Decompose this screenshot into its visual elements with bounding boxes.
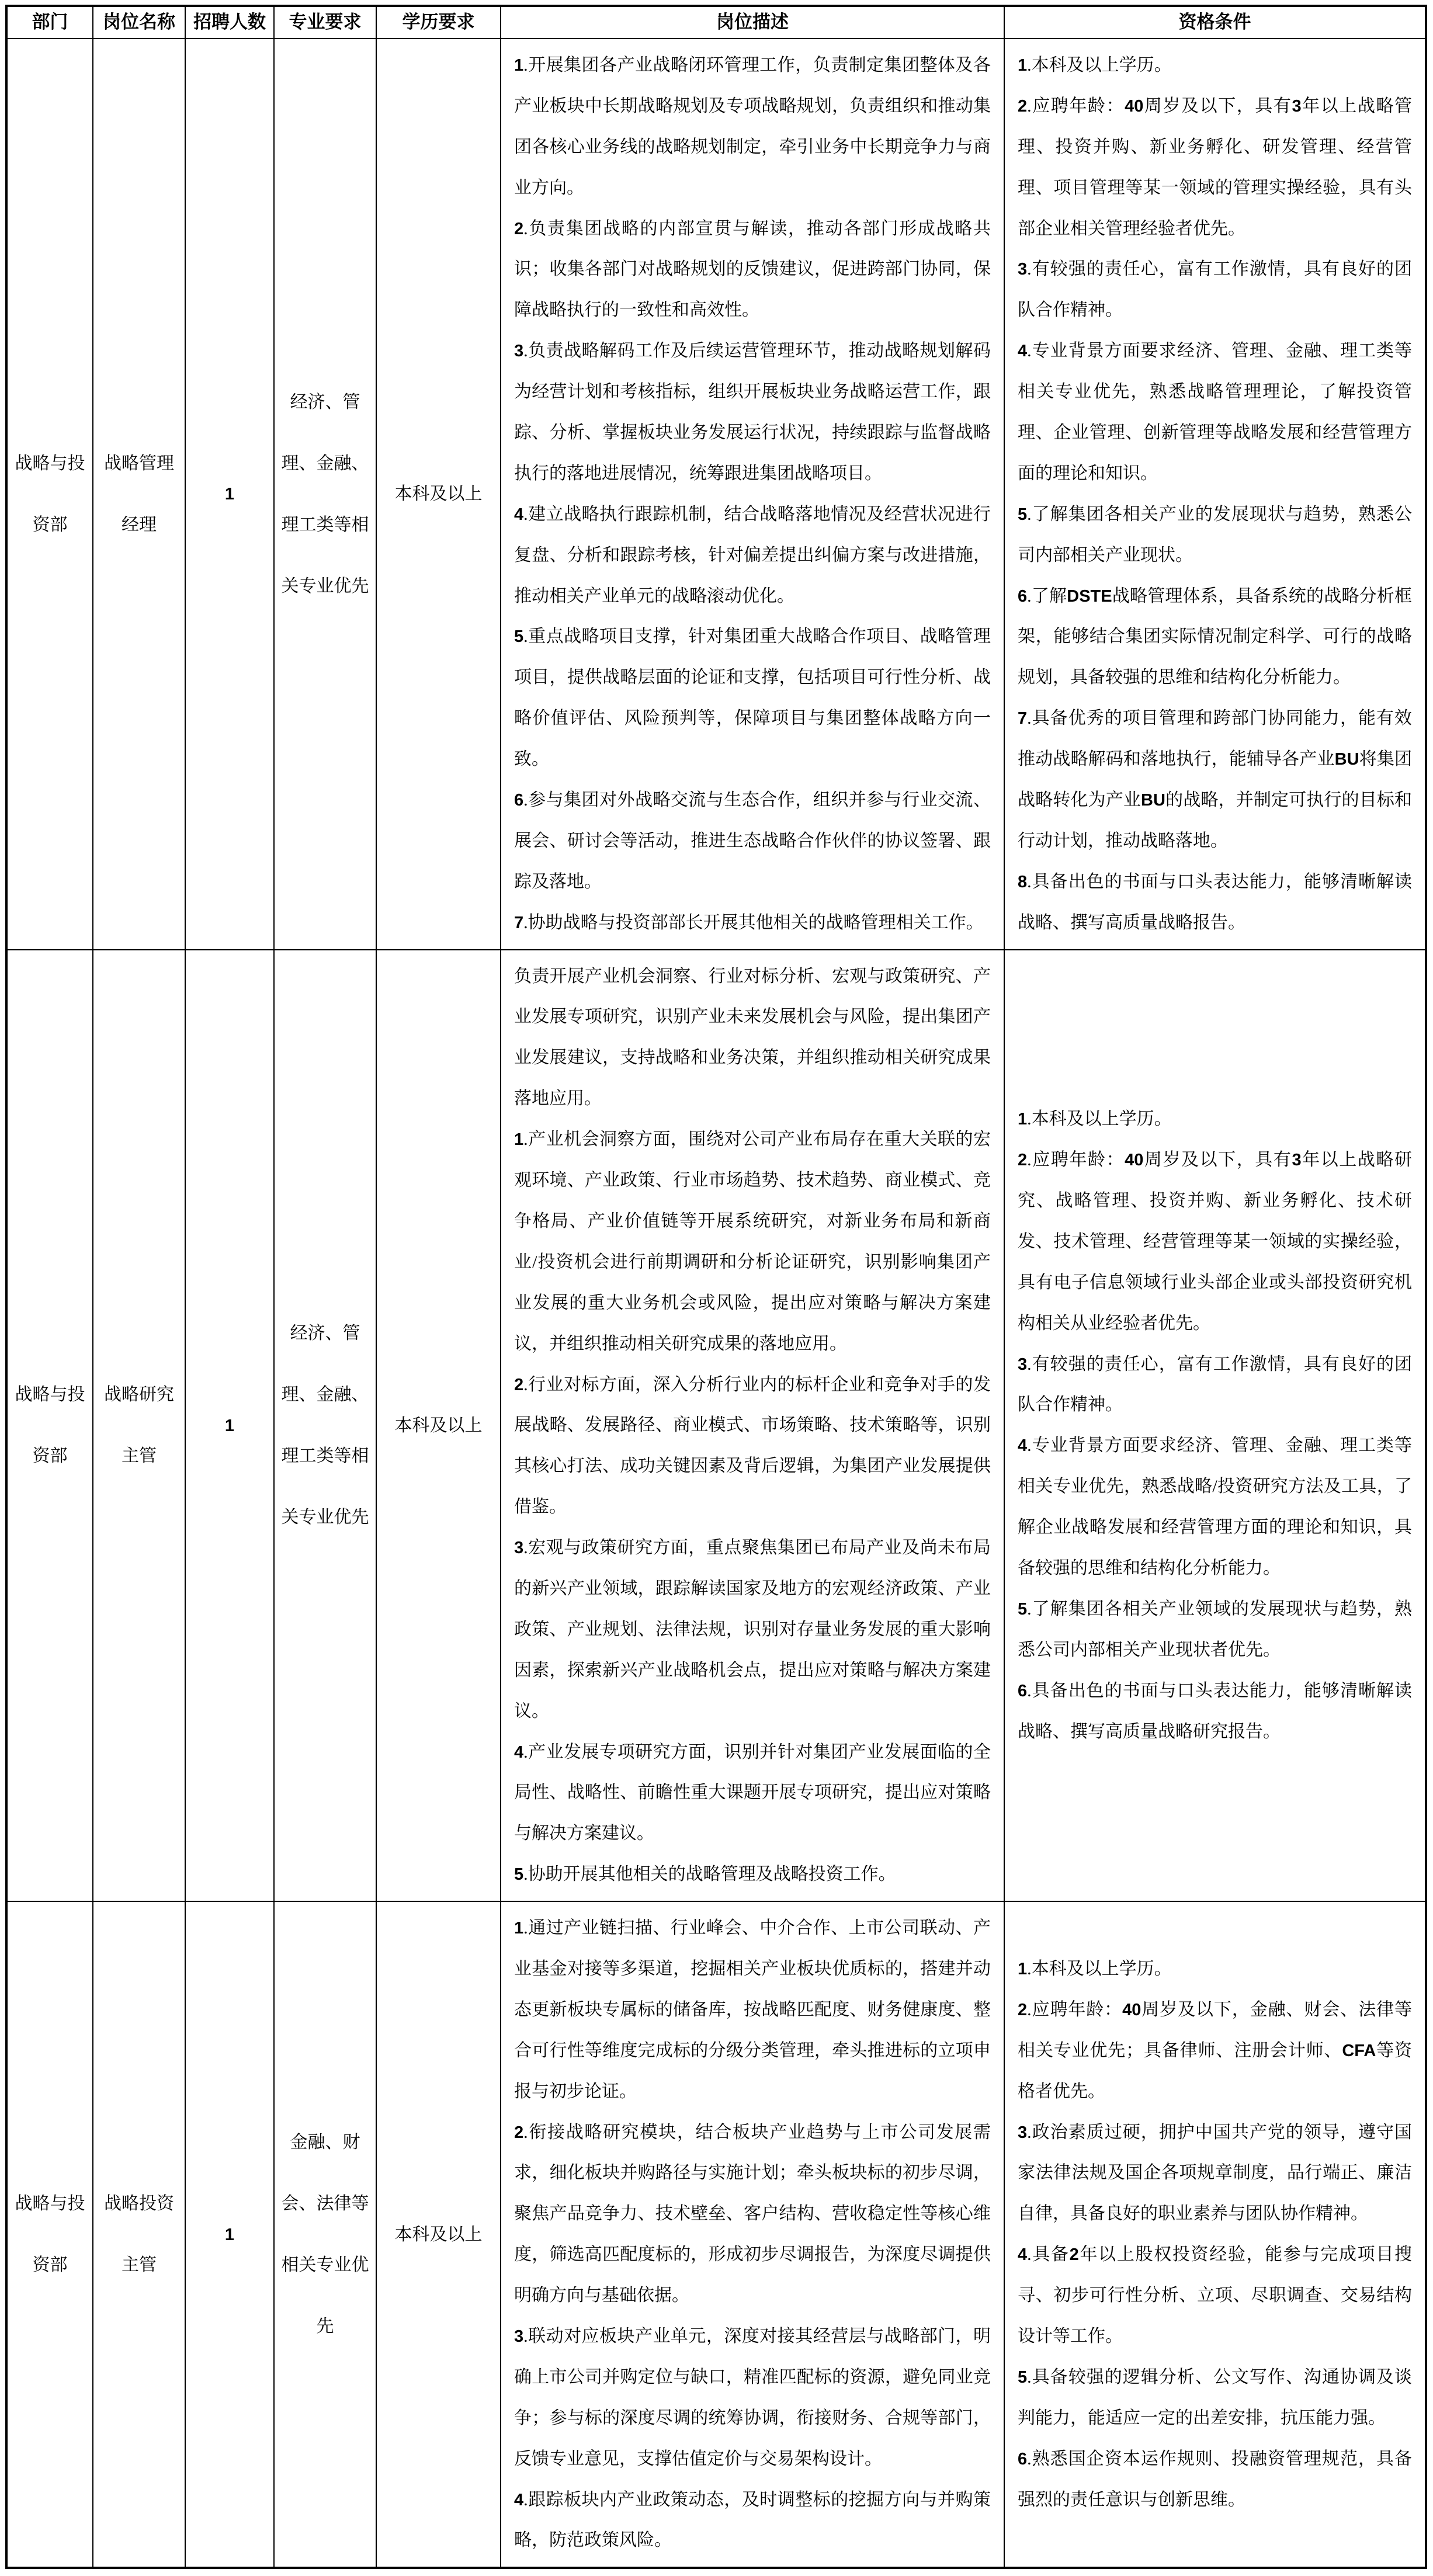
latin-text: 3 — [514, 1539, 524, 1558]
cell-headcount — [185, 950, 274, 1901]
latin-text: 4 — [514, 1742, 524, 1762]
paragraph: 3.负责战略解码工作及后续运营管理环节，推动战略规划解码为经营计划和考核指标，组织开展板块业务战略运营工作，跟踪、分析、掌握板块业务发展运行状况，持续跟踪与监督战略执行的落地进展情况，统筹跟进集团战略项目。 — [514, 341, 991, 483]
paragraph: 4.建立战略执行跟踪机制，结合战略落地情况及经营状况进行复盘、分析和跟踪考核，针对偏差提出纠偏方案与改进措施，推动相关产业单元的战略滚动优化。 — [514, 504, 991, 606]
cell-headcount — [185, 1901, 274, 2568]
paragraph: 2.衔接战略研究模块，结合板块产业趋势与上市公司发展需求，细化板块并购路径与实施计划；牵头板块标的初步尽调，聚焦产品竞争力、技术壁垒、客户结构、营收稳定性等核心维度，筛选高匹配度标的，形成初步尽调报告，为深度尽调提供明确方向与基础依据。 — [514, 2122, 991, 2306]
paragraph: 6.具备出色的书面与口头表达能力，能够清晰解读战略、撰写高质量战略研究报告。 — [1018, 1681, 1412, 1741]
latin-text: 5 — [514, 627, 524, 647]
header-headcount: 招聘人数 — [185, 6, 274, 39]
latin-text: 8 — [1018, 872, 1028, 891]
latin-text: 6 — [1018, 586, 1028, 606]
paragraph: 2.应聘年龄：40周岁及以下，金融、财会、法律等相关专业优先；具备律师、注册会计师、CFA等资格者优先。 — [1018, 1999, 1413, 2101]
paragraph: 1.本科及以上学历。 — [1018, 55, 1172, 75]
latin-text: 4 — [1018, 2245, 1028, 2265]
latin-text: 2 — [514, 1375, 524, 1394]
paragraph: 8.具备出色的书面与口头表达能力，能够清晰解读战略、撰写高质量战略报告。 — [1018, 872, 1412, 932]
cell-education: 本科及以上 — [376, 1901, 501, 2568]
paragraph: 2.负责集团战略的内部宣贯与解读，推动各部门形成战略共识；收集各部门对战略规划的反馈建议，促进跨部门协同，保障战略执行的一致性和高效性。 — [514, 218, 991, 320]
paragraph: 2.行业对标方面，深入分析行业内的标杆企业和竞争对手的发展战略、发展路径、商业模式、市场策略、技术策略等，识别其核心打法、成功关键因素及背后逻辑，为集团产业发展提供借鉴。 — [514, 1374, 991, 1517]
latin-text: 2 — [1018, 2000, 1028, 2019]
paragraph: 6.了解DSTE战略管理体系，具备系统的战略分析框架，能够结合集团实际情况制定科学、可行的战略规划，具备较强的思维和结构化分析能力。 — [1018, 586, 1413, 688]
header-education: 学历要求 — [376, 6, 501, 39]
cell-qualifications — [1004, 39, 1426, 950]
latin-text: 5 — [1018, 1599, 1028, 1619]
paragraph: 4.专业背景方面要求经济、管理、金融、理工类等相关专业优先，熟悉战略/投资研究方法及工具，了解企业战略发展和经营管理方面的理论和知识，具备较强的思维和结构化分析能力。 — [1018, 1436, 1412, 1578]
paragraph: 6.熟悉国企资本运作规则、投融资管理规范，具备强烈的责任意识与创新思维。 — [1018, 2449, 1412, 2509]
latin-text: 2 — [1069, 2245, 1079, 2265]
latin-text: 40 — [1122, 2000, 1141, 2019]
latin-text: BU — [1141, 791, 1165, 810]
paragraph: 2.应聘年龄：40周岁及以下，具有3年以上战略管理、投资并购、新业务孵化、研发管理、经营管理、项目管理等某一领域的管理实操经验，具有头部企业相关管理经验者优先。 — [1018, 96, 1413, 238]
latin-text: 1 — [1018, 1110, 1028, 1129]
latin-text: 1 — [514, 1130, 524, 1150]
latin-text: 1 — [224, 1416, 235, 1435]
cell-description — [501, 39, 1004, 950]
paragraph: 3.宏观与政策研究方面，重点聚焦集团已布局产业及尚未布局的新兴产业领域，跟踪解读国家及地方的宏观经济政策、产业政策、产业规划、法律法规，识别对存量业务发展的重大影响因素，探索新兴产业战略机会点，提出应对策略与解决方案建议。 — [514, 1538, 991, 1721]
latin-text: 3 — [1018, 260, 1028, 279]
latin-text: 5 — [1018, 2367, 1028, 2387]
cell-education: 本科及以上 — [376, 950, 501, 1901]
latin-text: 7 — [514, 913, 524, 932]
cell-qualifications — [1004, 1901, 1426, 2568]
latin-text: 2 — [1018, 96, 1028, 116]
latin-text: 4 — [1018, 1436, 1028, 1456]
cell-description — [501, 1901, 1004, 2568]
header-major: 专业要求 — [274, 6, 376, 39]
latin-text: 1 — [224, 2225, 235, 2244]
paragraph: 4.具备2年以上股权投资经验，能参与完成项目搜寻、初步可行性分析、立项、尽职调查、交易结构设计等工作。 — [1018, 2245, 1412, 2346]
latin-text: 2 — [514, 219, 524, 238]
latin-text: BU — [1334, 750, 1359, 769]
latin-text: 3 — [1292, 1151, 1302, 1170]
cell-position: 战略投资主管 — [93, 1901, 185, 2568]
latin-text: 7 — [1018, 709, 1028, 728]
latin-text: 6 — [1018, 2449, 1028, 2469]
latin-text: 5 — [1018, 505, 1028, 524]
paragraph: 3.有较强的责任心，富有工作激情，具有良好的团队合作精神。 — [1018, 1354, 1412, 1415]
paragraph: 5.了解集团各相关产业领域的发展现状与趋势，熟悉公司内部相关产业现状者优先。 — [1018, 1599, 1412, 1660]
paragraph: 负责开展产业机会洞察、行业对标分析、宏观与政策研究、产业发展专项研究，识别产业未来发展机会与风险，提出集团产业发展建议，支持战略和业务决策，并组织推动相关研究成果落地应用。 — [514, 966, 991, 1109]
latin-text: 1 — [514, 1919, 524, 1938]
latin-text: CFA — [1342, 2041, 1376, 2060]
cell-department: 战略与投资部 — [6, 1901, 93, 2568]
cell-major: 经济、管理、金融、理工类等相关专业优先 — [274, 39, 376, 950]
paragraph: 5.协助开展其他相关的战略管理及战略投资工作。 — [514, 1865, 896, 1884]
header-description: 岗位描述 — [501, 6, 1004, 39]
latin-text: DSTE — [1067, 586, 1112, 606]
table-header — [6, 6, 1426, 39]
header-row — [6, 6, 1426, 39]
table-body — [6, 39, 1426, 2568]
cell-description — [501, 950, 1004, 1901]
latin-text: 2 — [1018, 1151, 1028, 1170]
paragraph: 6.参与集团对外战略交流与生态合作，组织并参与行业交流、展会、研讨会等活动，推进生态战略合作伙伴的协议签署、跟踪及落地。 — [514, 790, 991, 891]
header-qualifications: 资格条件 — [1004, 6, 1426, 39]
job-postings-table — [5, 5, 1427, 2569]
paragraph: 1.本科及以上学历。 — [1018, 1959, 1172, 1978]
table-row — [6, 39, 1426, 950]
cell-headcount — [185, 39, 274, 950]
paragraph: 1.本科及以上学历。 — [1018, 1109, 1172, 1129]
cell-major: 经济、管理、金融、理工类等相关专业优先 — [274, 950, 376, 1901]
cell-department: 战略与投资部 — [6, 950, 93, 1901]
latin-text: 3 — [1018, 2123, 1028, 2142]
paragraph: 2.应聘年龄：40周岁及以下，具有3年以上战略研究、战略管理、投资并购、新业务孵化、技术研发、技术管理、经营管理等某一领域的实操经验，具有电子信息领域行业头部企业或头部投资研究机构相关从业经验者优先。 — [1018, 1150, 1413, 1333]
paragraph: 7.协助战略与投资部部长开展其他相关的战略管理相关工作。 — [514, 912, 984, 932]
latin-text: 4 — [1018, 342, 1028, 361]
header-department: 部门 — [6, 6, 93, 39]
paragraph: 5.具备较强的逻辑分析、公文写作、沟通协调及谈判能力，能适应一定的出差安排，抗压能力强。 — [1018, 2367, 1412, 2428]
latin-text: 5 — [514, 1865, 524, 1884]
paragraph: 1.通过产业链扫描、行业峰会、中介合作、上市公司联动、产业基金对接等多渠道，挖掘相关产业板块优质标的，搭建并动态更新板块专属标的储备库，按战略匹配度、财务健康度、整合可行性等维度完成标的分级分类管理，牵头推进标的立项申报与初步论证。 — [514, 1918, 991, 2101]
latin-text: 3 — [1292, 96, 1302, 116]
latin-text: 4 — [514, 505, 524, 524]
paragraph: 4.跟踪板块内产业政策动态，及时调整标的挖掘方向与并购策略，防范政策风险。 — [514, 2490, 991, 2550]
table-row — [6, 1901, 1426, 2568]
latin-text: 1 — [1018, 56, 1028, 75]
paragraph: 7.具备优秀的项目管理和跨部门协同能力，能有效推动战略解码和落地执行，能辅导各产业BU将集团战略转化为产业BU的战略，并制定可执行的目标和行动计划，推动战略落地。 — [1018, 709, 1413, 850]
cell-department: 战略与投资部 — [6, 39, 93, 950]
paragraph: 5.了解集团各相关产业的发展现状与趋势，熟悉公司内部相关产业现状。 — [1018, 504, 1412, 565]
header-position: 岗位名称 — [93, 6, 185, 39]
latin-text: 2 — [514, 2123, 524, 2142]
latin-text: 3 — [1018, 1355, 1028, 1374]
latin-text: 6 — [514, 791, 524, 810]
paragraph: 1.产业机会洞察方面，围绕对公司产业布局存在重大关联的宏观环境、产业政策、行业市场趋势、技术趋势、商业模式、竞争格局、产业价值链等开展系统研究，对新业务布局和新商业/投资机会进行前期调研和分析论证研究，识别影响集团产业发展的重大业务机会或风险，提出应对策略与解决方案建议，并组织推动相关研究成果的落地应用。 — [514, 1130, 991, 1353]
latin-text: 1 — [1018, 1959, 1028, 1978]
cell-education: 本科及以上 — [376, 39, 501, 950]
latin-text: 4 — [514, 2490, 524, 2509]
latin-text: 3 — [514, 2327, 524, 2346]
paragraph: 3.联动对应板块产业单元，深度对接其经营层与战略部门，明确上市公司并购定位与缺口，精准匹配标的资源，避免同业竞争；参与标的深度尽调的统筹协调，衔接财务、合规等部门，反馈专业意见，支撑估值定价与交易架构设计。 — [514, 2326, 991, 2469]
latin-text: 40 — [1125, 1151, 1144, 1170]
paragraph: 3.政治素质过硬，拥护中国共产党的领导，遵守国家法律法规及国企各项规章制度，品行端正、廉洁自律，具备良好的职业素养与团队协作精神。 — [1018, 2122, 1412, 2224]
latin-text: 1 — [514, 56, 524, 75]
latin-text: 3 — [514, 342, 524, 361]
paragraph: 1.开展集团各产业战略闭环管理工作，负责制定集团整体及各产业板块中长期战略规划及专项战略规划，负责组织和推动集团各核心业务线的战略规划制定，牵引业务中长期竞争力与商业方向。 — [514, 55, 991, 197]
cell-position: 战略研究主管 — [93, 950, 185, 1901]
table-row — [6, 950, 1426, 1901]
cell-qualifications — [1004, 950, 1426, 1901]
paragraph: 5.重点战略项目支撑，针对集团重大战略合作项目、战略管理项目，提供战略层面的论证和支撑，包括项目可行性分析、战略价值评估、风险预判等，保障项目与集团整体战略方向一致。 — [514, 627, 991, 769]
paragraph: 3.有较强的责任心，富有工作激情，具有良好的团队合作精神。 — [1018, 259, 1412, 320]
latin-text: 40 — [1125, 96, 1144, 116]
paragraph: 4.产业发展专项研究方面，识别并针对集团产业发展面临的全局性、战略性、前瞻性重大课题开展专项研究，提出应对策略与解决方案建议。 — [514, 1742, 991, 1844]
cell-position: 战略管理经理 — [93, 39, 185, 950]
cell-major: 金融、财会、法律等相关专业优先 — [274, 1901, 376, 2568]
latin-text: 1 — [224, 485, 235, 504]
latin-text: 6 — [1018, 1681, 1028, 1700]
paragraph: 4.专业背景方面要求经济、管理、金融、理工类等相关专业优先，熟悉战略管理理论，了解投资管理、企业管理、创新管理等战略发展和经营管理方面的理论和知识。 — [1018, 341, 1412, 483]
